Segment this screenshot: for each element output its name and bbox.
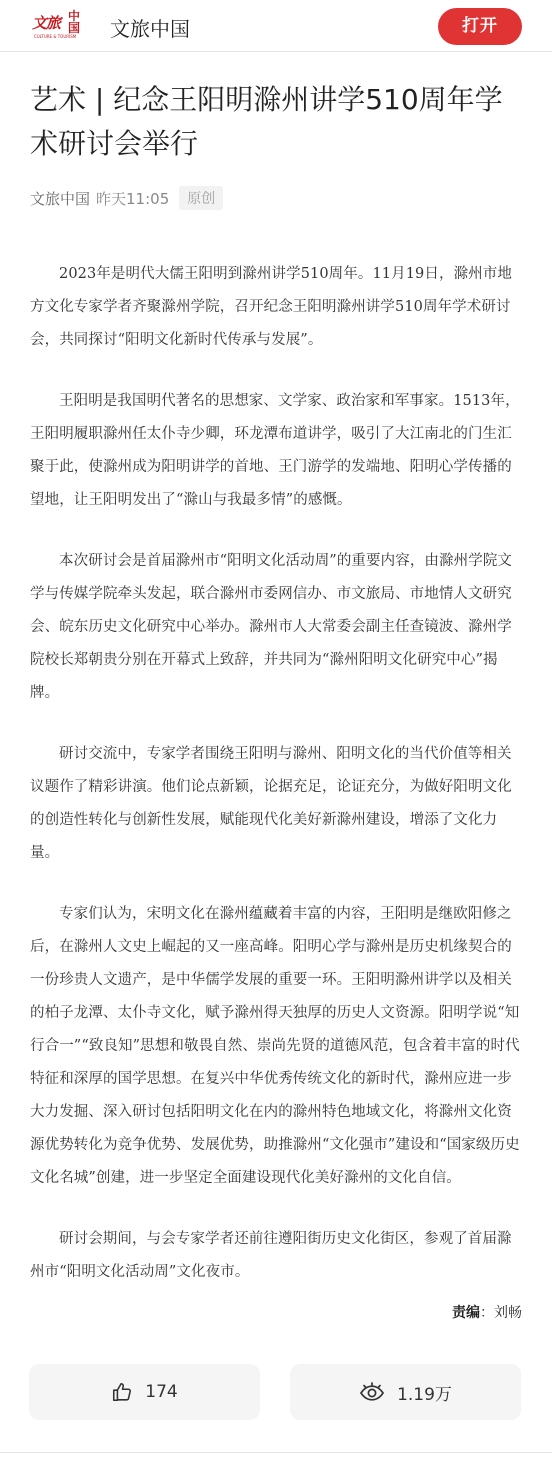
logo-subtext: CULTURE & TOURISM — [34, 34, 77, 39]
article-title: 艺术 | 纪念王阳明滁州讲学510周年学术研讨会举行 — [30, 83, 503, 160]
app-logo[interactable] — [32, 10, 88, 42]
eye-icon — [359, 1382, 385, 1402]
like-count: 174 — [145, 1382, 178, 1402]
article-body — [30, 258, 524, 1317]
editor-separator: ： — [480, 1305, 494, 1321]
editor-name: 刘畅 — [494, 1305, 522, 1321]
logo-text: 文旅 — [32, 14, 61, 32]
article-meta — [30, 186, 223, 210]
article-paragraph: 2023年是明代大儒王阳明到滁州讲学510周年。11月19日，滁州市地方文化专家学者齐聚滁州学院，召开纪念王阳明滁州讲学510周年学术研讨会，共同探讨“阳明文化新时代传承与发展”。 — [30, 266, 512, 348]
bottom-divider — [0, 1452, 552, 1453]
article-paragraph: 研讨会期间，与会专家学者还前往遵阳街历史文化街区，参观了首届滁州市“阳明文化活动周”文化夜市。 — [30, 1231, 512, 1280]
thumbs-up-icon — [111, 1381, 133, 1403]
top-bar — [0, 0, 552, 52]
article-paragraph: 专家们认为，宋明文化在滁州蕴藏着丰富的内容，王阳明是继欧阳修之后，在滁州人文史上崛起的又一座高峰。阳明心学与滁州是历史机缘契合的一份珍贵人文遗产，是中华儒学发展的重要一环。王阳明滁州讲学以及相关的柏子龙潭、太仆寺文化，赋予滁州得天独厚的历史人文资源。阳明学说“知行合一”“致良知”思想和敬畏自然、崇尚先贤的道德风范，包含着丰富的时代特征和深厚的国学思想。在复兴中华优秀传统文化的新时代，滁州应进一步大力发掘、深入研讨包括阳明文化在内的滁州特色地域文化，将滁州文化资源优势转化为竞争优势、发展优势，助推滁州“文化强市”建设和“国家级历史文化名城”创建，进一步坚定全面建设现代化美好滁州的文化自信。 — [30, 906, 520, 1186]
article-paragraph: 王阳明是我国明代著名的思想家、文学家、政治家和军事家。1513年，王阳明履职滁州任太仆寺少卿，环龙潭布道讲学，吸引了大江南北的门生汇聚于此，使滁州成为阳明讲学的首地、王门游学的发端地、阳明心学传播的望地，让王阳明发出了“滁山与我最多情”的感慨。 — [30, 393, 520, 508]
like-button[interactable] — [29, 1364, 260, 1420]
brand-name: 文旅中国 — [110, 17, 190, 41]
view-count-button[interactable] — [290, 1364, 521, 1420]
publish-time: 昨天11:05 — [96, 189, 170, 208]
logo-mark: 中国 — [68, 9, 81, 35]
article-paragraph: 本次研讨会是首届滁州市“阳明文化活动周”的重要内容，由滁州学院文学与传媒学院牵头发起，联合滁州市委网信办、市文旅局、市地情人文研究会、皖东历史文化研究中心举办。滁州市人大常委会副主任查镜波、滁州学院校长郑朝贵分别在开幕式上致辞，并共同为“滁州阳明文化研究中心”揭牌。 — [30, 553, 513, 701]
editor-label: 责编 — [452, 1305, 480, 1321]
editor-credit — [452, 1302, 522, 1322]
article-source[interactable]: 文旅中国 — [30, 189, 91, 208]
article-paragraph: 研讨交流中，专家学者围绕王阳明与滁州、阳明文化的当代价值等相关议题作了精彩讲演。他们论点新颖，论据充足，论证充分，为做好阳明文化的创造性转化与创新性发展，赋能现代化美好新滁州建设，增添了文化力量。 — [30, 746, 512, 861]
view-count: 1.19万 — [397, 1384, 452, 1405]
open-app-button[interactable]: 打开 — [438, 8, 522, 45]
original-badge: 原创 — [179, 186, 223, 210]
